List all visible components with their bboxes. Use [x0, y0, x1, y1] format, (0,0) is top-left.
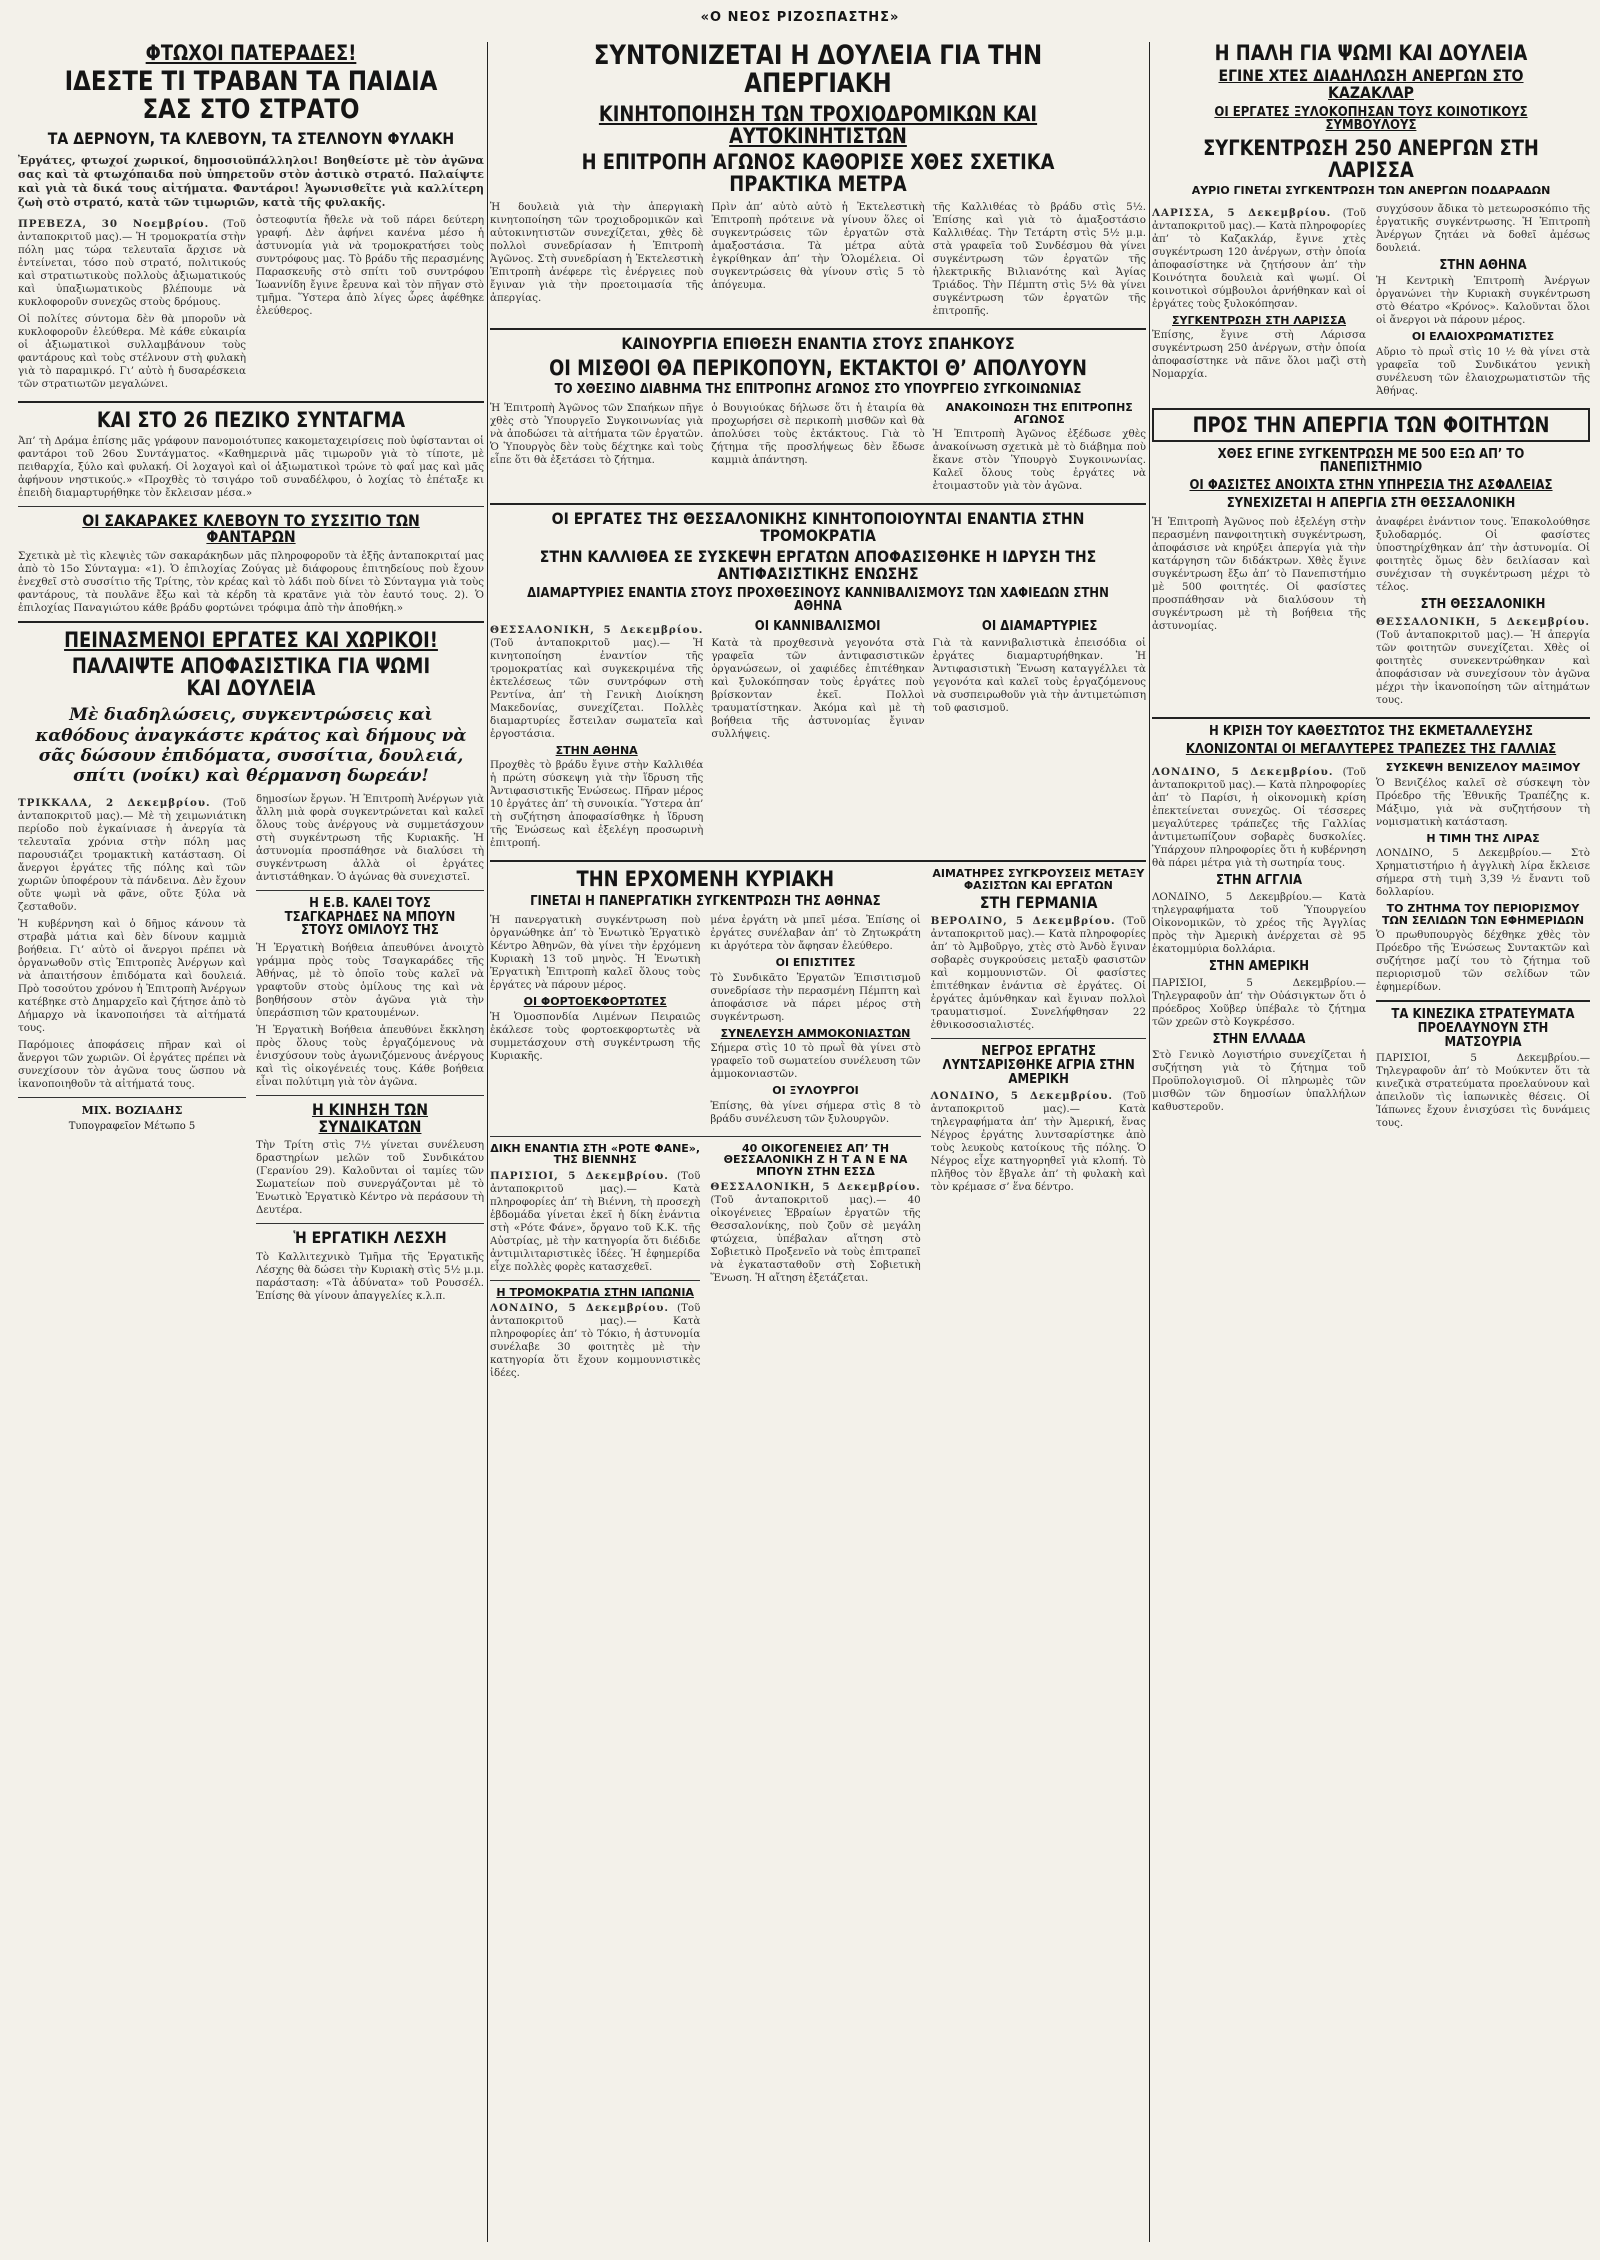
- article-body: Ἡ Ἐργατικὴ Βοήθεια ἀπευθύνει ἔκκληση πρὸς ὅλους τοὺς ἐργαζόμενους νὰ ἐνισχύσουν τοὺς ἀγωνιζόμενους ἀνέργους καὶ τὶς οἰκογένειές τους. Κάθε βοήθεια εἶναι πολύτιμη γιὰ τὸν ἀγῶνα.: [256, 1023, 484, 1088]
- article-lead: Ἐργάτες, φτωχοί χωρικοί, δημοσιοϋπάλληλοι! Βοηθείστε μὲ τὸν ἀγῶνα σας καὶ τὰ φτωχόπαιδα ποὺ ὑπηρετοῦν στὸν ἀστικὸ στρατό. Παλαίψτε καὶ γιὰ τὰ δικά τους αἰτήματα. Φαντάροι! Ἀγωνισθεῖτε γιὰ καλλίτερη ζωὴ στὸ στρατό, κατὰ τῶν τιμωριῶν, κατὰ τῆς φυλακῆς.: [18, 153, 484, 209]
- divider: [931, 1038, 1146, 1039]
- article-body: (Τοῦ ἀνταποκριτοῦ μας).— Ἡ ἀπεργία τῶν φοιτητῶν συνεχίζεται. Χθὲς οἱ φοιτητὲς συνεκεντρώθηκαν καὶ ἀποφάσισαν νὰ συνεχίσουν τὸν ἀγῶνα μέχρι τὴν ἱκανοποίηση τῶν αἰτημάτων τους.: [1376, 629, 1590, 706]
- article-families: [710, 1143, 920, 1385]
- article-spaikoi: [490, 333, 1146, 498]
- article-body: ΛΟΝΔΙΝΟ, 5 Δεκεμβρίου.— Στὸ Χρηματιστήριο ἡ ἀγγλικὴ λίρα ἔκλεισε σήμερα στὴ τιμὴ 3,39 ½ ἔναντι τοῦ δολλαρίου.: [1376, 847, 1590, 899]
- article-body: Ἡ Ὁμοσπονδία Λιμένων Πειραιῶς ἐκάλεσε τοὺς φορτοεκφορτωτὲς νὰ συμμετάσχουν στὴ συγκέντρωση τῆς Κυριακῆς.: [490, 1010, 701, 1062]
- article-body: τῆς Καλλιθέας τὸ βράδυ στὶς 5½. Ἐπίσης καὶ γιὰ τὸ ἀμαξοστάσιο Καλλιθέας. Τὴν Τετάρτη στὶς 5½ μ.μ. στὰ γραφεῖα τοῦ Συνδέσμου θὰ γίνει συγκέντρωση τῶν ἐργατῶν τῆς ἡλεκτρικῆς Βιλιανότης καὶ Ἁγίας Τριάδος. Τὴν Πέμπτη στὶς 5½ θὰ γίνει συγκέντρωση τῶν ἐργατῶν τῆς ἐπιτροπῆς.: [932, 200, 1146, 317]
- article-headline: ΣΤΗΝ ΚΑΛΛΙΘΕΑ ΣΕ ΣΥΣΚΕΨΗ ΕΡΓΑΤΩΝ ΑΠΟΦΑΣΙΣΘΗΚΕ Η ΙΔΡΥΣΗ ΤΗΣ ΑΝΤΙΦΑΣΙΣΤΙΚΗΣ ΕΝΩΣΗΣ: [539, 547, 1097, 583]
- divider: [256, 1095, 484, 1096]
- dateline: ΠΑΡΙΣΙΟΙ, 5 Δεκεμβρίου.: [490, 1169, 669, 1182]
- section-title: ΣΥΓΚΕΝΤΡΩΣΗ ΣΤΗ ΛΑΡΙΣΣΑ: [1172, 313, 1346, 327]
- section-title: ΣΥΝΕΛΕΥΣΗ ΑΜΜΟΚΟΝΙΑΣΤΩΝ: [720, 1026, 911, 1040]
- article-kicker: ΠΕΙΝΑΣΜΕΝΟΙ ΕΡΓΑΤΕΣ ΚΑΙ ΧΩΡΙΚΟΙ!: [64, 628, 438, 653]
- section-title: ΣΤΗΝ ΑΜΕΡΙΚΗ: [1208, 958, 1310, 974]
- dateline: ΤΡΙΚΚΑΛΑ, 2 Δεκεμβρίου.: [18, 796, 211, 809]
- article-body: (Τοῦ ἀνταποκριτοῦ μας).— Κατὰ πληροφορίες ἀπ’ τὸ Παρίσι, ἡ οἰκονομικὴ κρίση ἐπεκτείνεται συνεχῶς. Οἱ τέσσερες μεγαλύτερες τράπεζες τῆς Γαλλίας ἀντιμετωπίζουν σοβαρὲς δυσκολίες. Ὑπάρχουν πληροφορίες ὅτι ἡ κυβέρνηση θὰ πάρει μέτρα γιὰ τὴ σωτηρία τους.: [1152, 766, 1366, 870]
- article-headline: ΚΑΙ ΣΤΟ 26 ΠΕΖΙΚΟ ΣΥΝΤΑΓΜΑ: [96, 407, 406, 432]
- article-body: ΠΑΡΙΣΙΟΙ, 5 Δεκεμβρίου.— Τηλεγραφοῦν ἀπ’ τὸ Μούκντεν ὅτι τὰ κινεζικὰ στρατεύματα προελαύνουν καὶ ἀπειλοῦν τὶς ἰαπωνικὲς θέσεις. Οἱ Ἰάπωνες ἔχουν ἐνισχύσει τὶς δυνάμεις τους.: [1376, 1052, 1590, 1130]
- dateline: ΘΕΣΣΑΛΟΝΙΚΗ, 5 Δεκεμβρίου.: [490, 623, 704, 636]
- dateline: ΘΕΣΣΑΛΟΝΙΚΗ, 5 Δεκεμβρίου.: [1376, 616, 1590, 628]
- article-kicker: Η ΠΑΛΗ ΓΙΑ ΨΩΜΙ ΚΑΙ ΔΟΥΛΕΙΑ: [1214, 42, 1528, 65]
- column-left: [18, 42, 484, 2242]
- section-title: ΟΙ ΕΛΑΙΟΧΡΩΜΑΤΙΣΤΕΣ: [1411, 330, 1555, 344]
- article-body: (Τοῦ ἀνταποκριτοῦ μας).— Μὲ τὴ χειμωνιάτικη περίοδο ποὺ ἐγκαίνιασε ἡ ἀνεργία τὰ τελευταῖα χρόνια στὴν πόλη μας παρουσιάζει τρομακτικὴ κατάσταση. Οἱ ἄνεργοι ἐργάτες τῆς πόλης καὶ τῶν χωριῶν ὑποφέρουν τὰ πάνδεινα. Δὲν ἔχουν οὔτε ψωμὶ νὰ φᾶνε, οὔτε ξύλα νὰ ζεσταθοῦν.: [18, 796, 246, 913]
- printer-address: Τυπογραφεῖον Μέτωπο 5: [68, 1120, 196, 1132]
- article-body: Παρόμοιες ἀποφάσεις πῆραν καὶ οἱ ἄνεργοι τῶν χωριῶν. Οἱ ἐργάτες πρέπει νὰ συνεχίσουν τὸν ἀγῶνα τους ὥσπου νὰ ἱκανοποιηθοῦν τὰ αἰτήματά τους.: [18, 1038, 246, 1090]
- article-headline: ΧΘΕΣ ΕΓΙΝΕ ΣΥΓΚΕΝΤΡΩΣΗ ΜΕ 500 ΕΞΩ ΑΠ’ ΤΟ ΠΑΝΕΠΙΣΤΗΜΙΟ: [1217, 446, 1525, 476]
- article-body: Σχετικὰ μὲ τὶς κλεψιὲς τῶν σακαράκηδων μᾶς πληροφοροῦν τὰ ἑξῆς ἀνταποκριταί μας ἀπὸ τὸ 15ο Σύνταγμα: «1). Ὁ ἐπιλοχίας Ζούγας μὲ διάφορους ἐπιτηδείους ποὺ ἔχουν ἐνεχθεῖ στὸ συσσίτιο τῆς Τρίτης, τὸν κρέας καὶ τὸ λάδι ποὺ δίνει τὸ Σύνταγμα γιὰ τοὺς φαντάρους, τὰ πουλᾶνε ἔξω καὶ τὰ κέρδη τὰ κρατᾶνε γιὰ τὸν ἑαυτό τους. 2). Ὁ ἐπιλοχίας Παναγιώτου κάθε βράδυ φορτώνει τρόφιμα ἀπὸ τὴν ἀποθήκη.»: [18, 550, 484, 615]
- article-subhead: ΣΥΝΕΧΙΖΕΤΑΙ Η ΑΠΕΡΓΙΑ ΣΤΗ ΘΕΣΣΑΛΟΝΙΚΗ: [1226, 495, 1516, 511]
- section-title: ΣΥΣΚΕΨΗ ΒΕΝΙΖΕΛΟΥ ΜΑΞΙΜΟΥ: [1385, 761, 1581, 775]
- article-body: (Τοῦ ἀνταποκριτοῦ μας).— Κατὰ πληροφορίες ἀπ’ τὸ Ἀμβοῦργο, χτὲς στὸ Ἀνδὸ ἔγιναν σοβαρὲς συγκρούσεις μεταξὺ φασιστῶν καὶ κομμουνιστῶν. Οἱ φασίστες ἐπιτέθηκαν ἐνάντια σὲ ἐργάτες. Οἱ ἐργάτες ἀμύνθηκαν καὶ ἔγιναν πολλοὶ τραυματισμοί. Συνελήφθησαν 22 ἐθνικοσοσιαλιστές.: [930, 915, 1146, 1032]
- article-body: Ἡ Ἐπιτροπὴ Ἀγῶνος ποὺ ἐξελέγη στὴν περασμένη πανφοιτητικὴ συγκέντρωση, ἀποφάσισε νὰ κηρύξει ἀπεργία γιὰ τὴν κατάργηση τῶν διδάκτρων. Χθὲς ἔγινε συγκέντρωση ἔξω ἀπ’ τὸ Πανεπιστήμιο μὲ 500 φοιτητές. Οἱ φασίστες προσπάθησαν νὰ διαλύσουν τὴ συγκέντρωση μὲ τὴ βοήθεια τῆς ἀστυνομίας.: [1152, 516, 1366, 633]
- article-mess-theft: [18, 510, 484, 616]
- article-body: ὀστεοφυτία ἤθελε νὰ τοῦ πάρει δεύτερη γραφή. Δὲν ἀφήνει κανένα μέσο ἡ ἀστυνομία γιὰ νὰ τρομοκρατήσει τοὺς συντρόφους μας. Τὸ βράδυ τῆς περασμένης Παρασκευῆς στὸ σπίτι τοῦ συντρόφου Ἰωαννίδη ἔγινε ἔρευνα καὶ τὸν πῆγαν στὸ τμῆμα. Ὕστερα ἀπὸ λίγες ὧρες ἀφέθηκε ἐλεύθερος.: [256, 213, 484, 317]
- article-body: (Τοῦ ἀνταποκριτοῦ μας).— Κατὰ τηλεγραφήματα ἀπ’ τὴν Ἀμερική, ἕνας Νέγρος ἐργάτης λυντσαρίστηκε ἀπὸ τοὺς λευκοὺς κατοίκους τῆς πόλης. Ὁ Νέγρος εἶχε κατηγορηθεῖ γιὰ κλοπή. Τὸ πλῆθος τὸν ἔβγαλε ἀπ’ τὴ φυλακὴ καὶ τὸν κρέμασε σ’ ἕνα δέντρο.: [930, 1090, 1146, 1194]
- article-body: Στὸ Γενικὸ Λογιστήριο συνεχίζεται ἡ συζήτηση γιὰ τὸ ζήτημα τοῦ Προϋπολογισμοῦ. Οἱ πληρωμὲς τῶν μισθῶν τῶν δημοσίων ὑπαλλήλων καθυστεροῦν.: [1152, 1049, 1366, 1114]
- article-body: Αὔριο τὸ πρωῒ στὶς 10 ½ θὰ γίνει στὰ γραφεῖα τοῦ Συνδικάτου γενικὴ συνέλευση τῶν ἐλαιοχρωματιστῶν τῆς Ἀθήνας.: [1376, 345, 1590, 397]
- article-body: Οἱ πολίτες σύντομα δὲν θὰ μποροῦν νὰ κυκλοφοροῦν ἐλεύθερα. Μὲ κάθε εὐκαιρία οἱ ἀξιωματικοὶ συλλαμβάνουν τοὺς φαντάρους καὶ τοὺς στέλνουν στὴ φυλακὴ γιὰ τὸ παραμικρό. Γι’ αὐτὸ ἡ δυσαρέσκεια τῶν στρατιωτῶν μεγαλώνει.: [18, 312, 246, 390]
- article-body: Ὁ πρωθυπουργὸς δέχθηκε χθὲς τὸν Πρόεδρο τῆς Ἑνώσεως Συντακτῶν καὶ συζήτησε μαζί του τὸ ζήτημα τοῦ περιορισμοῦ τῶν σελίδων τῶν ἐφημερίδων.: [1376, 929, 1590, 994]
- section-title: ΣΤΗΝ ΑΘΗΝΑ: [1439, 257, 1527, 273]
- divider: [18, 401, 484, 403]
- article-germany: [931, 868, 1146, 1032]
- article-thessaloniki-workers: [490, 511, 1146, 854]
- article-tagline: ΑΥΡΙΟ ΓΙΝΕΤΑΙ ΣΥΓΚΕΝΤΡΩΣΗ ΤΩΝ ΑΝΕΡΓΩΝ ΠΟΔΑΡΑΔΩΝ: [1191, 184, 1551, 198]
- article-headline: ΟΙ ΣΑΚΑΡΑΚΕΣ ΚΛΕΒΟΥΝ ΤΟ ΣΥΣΣΙΤΙΟ ΤΩΝ ΦΑΝΤΑΡΩΝ: [82, 510, 420, 547]
- divider: [490, 503, 1146, 505]
- dateline: ΛΟΝΔΙΝΟ, 5 Δεκεμβρίου.: [930, 1090, 1113, 1103]
- article-body: Ἡ Κεντρικὴ Ἐπιτροπὴ Ἀνέργων ὀργανώνει τὴν Κυριακὴ συγκέντρωση στὸ Θέατρο «Κρόνος». Καλοῦνται ὅλοι οἱ ἄνεργοι νὰ πάρουν μέρος.: [1376, 275, 1590, 327]
- article-body: Ἡ Ἐργατικὴ Βοήθεια ἀπευθύνει ἀνοιχτὸ γράμμα πρὸς τοὺς Τσαγκαράδες τῆς Ἀθήνας, μὲ τὸ ὁποῖο τοὺς καλεῖ νὰ γραφτοῦν στοὺς ὁμίλους της καὶ νὰ βοηθήσουν στὸν ἀγῶνα γιὰ τὴν ὑπεράσπιση τῶν κρατουμένων.: [256, 941, 484, 1019]
- article-body: μένα ἐργάτη νὰ μπεῖ μέσα. Ἐπίσης οἱ ἐργάτες συνέλαβαν ἀπ’ τὸ Ζητωκράτη κι ἀργότερα τὸν ἄφησαν ἐλεύθερο.: [710, 914, 921, 953]
- divider: [18, 621, 484, 623]
- article-headline: ΓΙΝΕΤΑΙ Η ΠΑΝΕΡΓΑΤΙΚΗ ΣΥΓΚΕΝΤΡΩΣΗ ΤΗΣ ΑΘΗΝΑΣ: [530, 893, 881, 909]
- article-body: Γιὰ τὰ καννιβαλιστικὰ ἐπεισόδια οἱ ἐργάτες διαμαρτυρήθηκαν. Ἡ Ἀντιφασιστικὴ Ἕνωση καταγγέλλει τὰ γεγονότα καὶ καλεῖ τοὺς ἐργαζόμενους νὰ συσπειρωθοῦν γιὰ τὴν ἀντιμετώπιση τοῦ φασισμοῦ.: [932, 636, 1146, 714]
- section-title: ΟΙ ΔΙΑΜΑΡΤΥΡΙΕΣ: [981, 618, 1098, 634]
- article-lead: Μὲ διαδηλώσεις, συγκεντρώσεις καὶ καθόδους ἀναγκάστε κράτος καὶ δήμους νὰ σᾶς δώσουν ἐπιδόματα, συσσίτια, δουλειά, σπίτι (νοίκι) καὶ θέρμανση δωρεάν!: [35, 705, 467, 787]
- article-body: Τὴν Τρίτη στὶς 7½ γίνεται συνέλευση δραστηρίων μελῶν τοῦ Συνδικάτου (Γερανίου 29). Καλοῦνται οἱ ταμίες τῶν Σωματείων ποὺ συνεργάζονται μὲ τὸ Ἑνωτικὸ Ἐργατικὸ Κέντρο νὰ περάσουν τὴ Δευτέρα.: [256, 1139, 484, 1217]
- section-title: ΣΤΗΝ ΕΛΛΑΔΑ: [1212, 1031, 1306, 1047]
- article-headline: Η ΚΙΝΗΣΗ ΤΩΝ ΣΥΝΔΙΚΑΤΩΝ: [311, 1099, 429, 1136]
- article-headline: ΚΛΟΝΙΖΟΝΤΑΙ ΟΙ ΜΕΓΑΛΥΤΕΡΕΣ ΤΡΑΠΕΖΕΣ ΤΗΣ ΓΑΛΛΙΑΣ: [1185, 741, 1557, 757]
- article-body: (Τοῦ ἀνταποκριτοῦ μας).— Ἡ τρομοκρατία στὴν πόλη μας τώρα τελευταῖα ἄρχισε νὰ ἐντείνεται, τόσο ποὺ στρατό, πολιτικούς καὶ στρατιωτικοὺς πολλοὺς ἀξιωματικούς καὶ ὑπαξιωματικοὺς βλέπουμε νὰ κυκλοφοροῦν συνεχῶς στοὺς δρόμους.: [18, 217, 246, 308]
- section-title: ΟΙ ΞΥΛΟΥΡΓΟΙ: [772, 1084, 859, 1098]
- article-kicker: ΠΡΟΣ ΤΗΝ ΑΠΕΡΓΙΑ ΤΩΝ ΦΟΙΤΗΤΩΝ: [1192, 412, 1550, 437]
- article-strike-coordination: [490, 42, 1146, 322]
- section-title: ΣΤΗΝ ΑΘΗΝΑ: [555, 743, 638, 757]
- article-body: ΠΑΡΙΣΙΟΙ, 5 Δεκεμβρίου.— Τηλεγραφοῦν ἀπ’ τὴν Οὐάσιγκτων ὅτι ὁ πρόεδρος Χοῦβερ ὑπέβαλε τὸ ζήτημα τῶν χρεῶν στὸ Κογκρέσσο.: [1152, 976, 1366, 1028]
- article-body: Ἡ δουλειὰ γιὰ τὴν ἀπεργιακὴ κινητοποίηση τῶν τροχιοδρομικῶν καὶ αὐτοκινητιστῶν συνεχίζεται, χθὲς δὲ πολλοὶ συνεδρίασαν ἡ Ἐπιτροπὴ Ἀγῶνος. Στὴ συνεδρίαση ἡ Ἐκτελεστικὴ Ἐπιτροπὴ ἀνέφερε τὶς ἐνέργειες ποὺ ἔγιναν γιὰ τὴν προετοιμασία τῆς ἀπεργίας.: [490, 200, 704, 304]
- article-headline: Η ΕΠΙΤΡΟΠΗ ΑΓΩΝΟΣ ΚΑΘΟΡΙΣΕ ΧΘΕΣ ΣΧΕΤΙΚΑ ΠΡΑΚΤΙΚΑ ΜΕΤΡΑ: [581, 149, 1055, 196]
- dateline: ΒΕΡΟΛΙΝΟ, 5 Δεκεμβρίου.: [930, 915, 1116, 928]
- article-hungry-workers: [18, 629, 484, 1307]
- article-body: Ἡ Ἐπιτροπὴ Ἀγῶνος ἐξέδωσε χθὲς ἀνακοίνωση σχετικὰ μὲ τὸ διάβημα ποὺ ἔκανε στὸν Ὑπουργὸ Συγκοινωνίας. Καλεῖ ὅλους τοὺς ἐργάτες νὰ ἑτοιμαστοῦν γιὰ τὸν ἀγῶνα.: [932, 428, 1146, 493]
- article-body: (Τοῦ ἀνταποκριτοῦ μας).— Κατὰ πληροφορίες ἀπ’ τὸ Τόκιο, ἡ ἀστυνομία συνέλαβε 30 φοιτητὲς μὲ τὴν κατηγορία ὅτι ἔχουν κομμουνιστικὲς ἰδέες.: [490, 1302, 701, 1380]
- dateline: ΛΟΝΔΙΝΟ, 5 Δεκεμβρίου.: [1152, 766, 1334, 779]
- article-body: (Τοῦ ἀνταποκριτοῦ μας).— Κατὰ πληροφορίες ἀπ’ τὴ Βιέννη, τὴ προσεχὴ ἑβδομάδα γίνεται ἐκεῖ ἡ δίκη ἐνάντια στὴ «Ρότε Φάνε», ὄργανο τοῦ Κ.Κ. τῆς Αὐστρίας, μὲ τὴν κατηγορία ὅτι διέδιδε ἀντιμιλιταριστικὲς ἰδέες. Ἡ ἐφημερίδα εἶχε πολλὲς φορὲς κατασχεθεῖ.: [490, 1169, 701, 1273]
- article-subhead: ΟΙ ΕΡΓΑΤΕΣ ΞΥΛΟΚΟΠΗΣΑΝ ΤΟΥΣ ΚΟΙΝΟΤΙΚΟΥΣ ΣΥΜΒΟΥΛΟΥΣ: [1214, 104, 1528, 134]
- article-kicker: ΦΤΩΧΟΙ ΠΑΤΕΡΑΔΕΣ!: [145, 42, 357, 65]
- article-subhead: ΤΟ ΧΘΕΣΙΝΟ ΔΙΑΒΗΜΑ ΤΗΣ ΕΠΙΤΡΟΠΗΣ ΑΓΩΝΟΣ ΣΤΟ ΥΠΟΥΡΓΕΙΟ ΣΥΓΚΟΙΝΩΝΙΑΣ: [554, 381, 1082, 397]
- article-headline: ΠΑΛΑΙΨΤΕ ΑΠΟΦΑΣΙΣΤΙΚΑ ΓΙΑ ΨΩΜΙ ΚΑΙ ΔΟΥΛΕΙΑ: [71, 654, 431, 701]
- divider: [490, 860, 1146, 862]
- column-divider: [487, 42, 488, 2242]
- article-subhead: ΔΙΑΜΑΡΤΥΡΙΕΣ ΕΝΑΝΤΙΑ ΣΤΟΥΣ ΠΡΟΧΘΕΣΙΝΟΥΣ ΚΑΝΝΙΒΑΛΙΣΜΟΥΣ ΤΩΝ ΧΑΦΙΕΔΩΝ ΣΤΗΝ ΑΘΗΝΑ: [527, 585, 1109, 615]
- article-body: Προχθὲς τὸ βράδυ ἔγινε στὴν Καλλιθέα ἡ πρώτη σύσκεψη γιὰ τὴν ἵδρυση τῆς Ἀντιφασιστικῆς Ἑνώσεως. Πῆραν μέρος 10 ἐργάτες ἀπ’ τὴ συνοικία. Ὕστερα ἀπ’ τὴ συζήτηση ἀποφασίσθηκε ἡ ἵδρυση τῆς Ἑνώσεως καὶ ἐξελέγη προσωρινὴ ἐπιτροπή.: [490, 759, 704, 850]
- divider: [256, 890, 484, 891]
- article-kicker: ΤΗΝ ΕΡΧΟΜΕΝΗ ΚΥΡΙΑΚΗ: [576, 867, 835, 892]
- article-headline: Η ΤΡΟΜΟΚΡΑΤΙΑ ΣΤΗΝ ΙΑΠΩΝΙΑ: [496, 1285, 694, 1299]
- article-body: Κατὰ τὰ προχθεσινὰ γεγονότα στὰ γραφεῖα τῶν ἀντιφασιστικῶν ὀργανώσεων, οἱ χαφιέδες ἐπιτέθηκαν καὶ ξυλοκόπησαν τοὺς ἐργάτες ποὺ βρίσκονταν ἐκεῖ. Πολλοὶ τραυματίστηκαν. Ἀκόμα καὶ μὲ τὴ βοήθεια τῆς ἀστυνομίας ἔγιναν συλλήψεις.: [711, 636, 925, 740]
- dateline: ΠΡΕΒΕΖΑ, 30 Νοεμβρίου.: [18, 217, 210, 230]
- article-bank-crisis: [1152, 725, 1590, 1134]
- article-vienna: [490, 1143, 700, 1385]
- section-title: ΣΤΗ ΘΕΣΣΑΛΟΝΙΚΗ: [1420, 597, 1546, 613]
- section-title: ΟΙ ΚΑΝΝΙΒΑΛΙΣΜΟΙ: [755, 618, 881, 634]
- article-body: (Τοῦ ἀνταποκριτοῦ μας).— 40 οἰκογένειες Ἑβραίων ἐργατῶν τῆς Θεσσαλονίκης, ποὺ ζοῦν σὲ μεγάλη φτώχεια, ὑπέβαλαν αἴτηση στὸ Σοβιετικὸ Προξενεῖο νὰ τοὺς ἐπιτραπεῖ νὰ ἐγκατασταθοῦν στὴ Σοβιετικὴ Ἕνωση. Ἡ αἴτηση ἐξετάζεται.: [710, 1194, 921, 1285]
- article-headline: Ἡ ΕΡΓΑΤΙΚΗ ΛΕΣΧΗ: [293, 1228, 447, 1248]
- divider: [18, 1097, 246, 1098]
- article-body: (Τοῦ ἀνταποκριτοῦ μας).— Κατὰ πληροφορίες ἀπ’ τὸ Καζακλάρ, ἔγινε χτὲς συγκέντρωση 120 ἀνέργων, στὴν ὁποία ἀποφασίστηκε νὰ ζητήσουν ἀπ’ τὴν Κοινότητα δουλειὰ καὶ ψωμί. Οἱ κοινοτικοὶ σύμβουλοι ἀρνήθηκαν καὶ οἱ ἐργάτες τοὺς ξυλοκόπησαν.: [1152, 206, 1366, 310]
- article-kicker: ΚΑΙΝΟΥΡΓΙΑ ΕΠΙΘΕΣΗ ΕΝΑΝΤΙΑ ΣΤΟΥΣ ΣΠΑΗΚΟΥΣ: [621, 333, 1015, 353]
- divider: [1376, 1000, 1590, 1002]
- article-headline: Η Ε.Β. ΚΑΛΕΙ ΤΟΥΣ ΤΣΑΓΚΑΡΗΔΕΣ ΝΑ ΜΠΟΥΝ ΣΤΟΥΣ ΟΜΙΛΟΥΣ ΤΗΣ: [284, 895, 456, 939]
- article-body: (Τοῦ ἀνταποκριτοῦ μας).— Ἡ κινητοποίηση ἐναντίον τῆς τρομοκρατίας καὶ συγκεκριμένα τῆς ἐκτελέσεως τῶν συντρόφων στὴ Ρεντίνα, ἀπ’ τὴ Γενικὴ Διοίκηση Μακεδονίας, συνεχίζεται. Πολλὲς διαμαρτυρίες ἔστειλαν σωματεῖα καὶ ἐργοστάσια.: [490, 636, 704, 740]
- article-sunday-rally: [490, 868, 921, 1384]
- column-middle: [490, 42, 1146, 2242]
- divider: [490, 1280, 700, 1281]
- article-kicker: Η ΚΡΙΣΗ ΤΟΥ ΚΑΘΕΣΤΩΤΟΣ ΤΗΣ ΕΚΜΕΤΑΛΛΕΥΣΗΣ: [1208, 724, 1534, 739]
- article-body: Σήμερα στὶς 10 τὸ πρωῒ θὰ γίνει στὸ γραφεῖο τοῦ σωματείου συνέλευση τῶν ἀμμοκονιαστῶν.: [710, 1042, 921, 1081]
- dateline: ΛΟΝΔΙΝΟ, 5 Δεκεμβρίου.: [490, 1302, 669, 1315]
- article-headline: ΔΙΚΗ ΕΝΑΝΤΙΑ ΣΤΗ «ΡΟΤΕ ΦΑΝΕ», ΤΗΣ ΒΙΕΝΝΗΣ: [490, 1141, 701, 1167]
- article-headline: ΙΔΕΣΤΕ ΤΙ ΤΡΑΒΑΝ ΤΑ ΠΑΙΔΙΑ ΣΑΣ ΣΤΟ ΣΤΡΑΤΟ: [64, 66, 438, 126]
- article-body: ὁ Βουγιούκας δήλωσε ὅτι ἡ ἑταιρία θὰ προχωρήσει σὲ περικοπὴ μισθῶν καὶ θὰ ἀπολύσει τοὺς ἐκτάκτους. Γιὰ τὸ ζήτημα τῆς προσλήψεως δὲν ἔδωσε καμμιὰ ἀπάντηση.: [711, 402, 925, 467]
- article-headline: 40 ΟΙΚΟΓΕΝΕΙΕΣ ΑΠ’ ΤΗ ΘΕΣΣΑΛΟΝΙΚΗ Ζ Η Τ Α Ν Ε ΝΑ ΜΠΟΥΝ ΣΤΗΝ ΕΣΣΔ: [723, 1141, 908, 1178]
- article-bread-and-work: [1152, 42, 1590, 402]
- divider: [490, 328, 1146, 330]
- article-body: Ἡ Ἐπιτροπὴ Ἀγῶνος τῶν Σπαήκων πῆγε χθὲς στὸ Ὑπουργεῖο Συγκοινωνίας γιὰ νὰ ἀποδώσει τὰ αἰτήματα τῶν ἐργατῶν. Ὁ Ὑπουργὸς δὲν τοὺς δέχτηκε καὶ τοὺς εἶπε ὅτι θὰ ἐξετάσει τὸ ζήτημα.: [490, 402, 704, 467]
- article-subhead: ΟΙ ΦΑΣΙΣΤΕΣ ΑΝΟΙΧΤΑ ΣΤΗΝ ΥΠΗΡΕΣΙΑ ΤΗΣ ΑΣΦΑΛΕΙΑΣ: [1189, 478, 1553, 494]
- article-body: Ὁ Βενιζέλος καλεῖ σὲ σύσκεψη τὸν Πρόεδρο τῆς Ἐθνικῆς Τραπέζης κ. Μάξιμο, γιὰ νὰ συζητήσουν τὴ νομισματικὴ κατάσταση.: [1376, 776, 1590, 828]
- article-body: συγχύσουν ἄδικα τὸ μετεωροσκόπιο τῆς ἐργατικῆς συγκέντρωσης. Ἡ Ἐπιτροπὴ Ἀνέργων ζητάει νὰ δοθεῖ ἀμέσως δουλειά.: [1376, 202, 1590, 254]
- article-kicker: ΑΙΜΑΤΗΡΕΣ ΣΥΓΚΡΟΥΣΕΙΣ ΜΕΤΑΞΥ ΦΑΣΙΣΤΩΝ ΚΑΙ ΕΡΓΑΤΩΝ: [932, 867, 1145, 893]
- divider: [18, 506, 484, 507]
- article-headline: ΕΓΙΝΕ ΧΤΕΣ ΔΙΑΔΗΛΩΣΗ ΑΝΕΡΓΩΝ ΣΤΟ ΚΑΖΑΚΛΑΡ: [1218, 66, 1524, 102]
- article-headline: ΝΕΓΡΟΣ ΕΡΓΑΤΗΣ ΛΥΝΤΣΑΡΙΣΘΗΚΕ ΑΓΡΙΑ ΣΤΗΝ ΑΜΕΡΙΚΗ: [942, 1044, 1135, 1087]
- article-body: ἀναφέρει ἐνάντιον τους. Ἐπακολούθησε ξυλοδαρμός. Οἱ φασίστες ὑποστηρίχθηκαν ἀπ’ τὴν ἀστυνομία. Οἱ φοιτητὲς ὅμως δὲν δειλίασαν καὶ συνέχισαν τὴ συγκέντρωση μέχρι τὸ τέλος.: [1376, 516, 1590, 594]
- article-body: Ἐπίσης, θὰ γίνει σήμερα στὶς 8 τὸ βράδυ συνέλευση τῶν ξυλουργῶν.: [710, 1099, 921, 1125]
- article-headline: ΤΑ ΚΙΝΕΖΙΚΑ ΣΤΡΑΤΕΥΜΑΤΑ ΠΡΟΕΛΑΥΝΟΥΝ ΣΤΗ ΜΑΤΣΟΥΡΙΑ: [1391, 1007, 1575, 1050]
- divider: [490, 1136, 921, 1137]
- article-headline: ΣΥΝΤΟΝΙΖΕΤΑΙ Η ΔΟΥΛΕΙΑ ΓΙΑ ΤΗΝ ΑΠΕΡΓΙΑΚΗ: [593, 42, 1043, 100]
- divider: [1152, 717, 1590, 719]
- article-26th-regiment: [18, 409, 484, 500]
- article-headline: ΟΙ ΜΙΣΘΟΙ ΘΑ ΠΕΡΙΚΟΠΟΥΝ, ΕΚΤΑΚΤΟΙ Θ’ ΑΠΟΛΥΟΥΝ: [549, 355, 1087, 380]
- column-right: [1152, 42, 1590, 2242]
- article-body: ΛΟΝΔΙΝΟ, 5 Δεκεμβρίου.— Κατὰ τηλεγραφήματα τοῦ Ὑπουργείου Οἰκονομικῶν, τὸ χρέος τῆς Ἀγγλίας πρὸς τὴν Ἀμερικὴ ἀνέρχεται σὲ 95 ἑκατομμύρια δολλάρια.: [1152, 890, 1366, 955]
- article-body: Ἡ πανεργατικὴ συγκέντρωση ποὺ ὀργανώθηκε ἀπ’ τὸ Ἑνωτικὸ Ἐργατικὸ Κέντρο Ἀθηνῶν, θὰ γίνει τὴν ἐρχόμενη Κυριακὴ 13 τοῦ μηνὸς. Ἡ Ἑνωτικὴ Ἐργατικὴ Ἐπιτροπὴ καλεῖ ὅλους τοὺς ἐργάτες νὰ πάρουν μέρος.: [490, 914, 701, 992]
- printer-signature: ΜΙΧ. ΒΟΖΙΑΔΗΣ: [81, 1103, 183, 1117]
- section-title: ΟΙ ΕΠΙΣΤΙΤΕΣ: [775, 956, 856, 970]
- article-student-strike: [1152, 408, 1590, 442]
- section-title: Η ΤΙΜΗ ΤΗΣ ΛΙΡΑΣ: [1426, 831, 1540, 845]
- article-subhead: ΤΑ ΔΕΡΝΟΥΝ, ΤΑ ΚΛΕΒΟΥΝ, ΤΑ ΣΤΕΛΝΟΥΝ ΦΥΛΑΚΗ: [47, 128, 455, 148]
- column-divider: [1149, 42, 1150, 2242]
- masthead: «Ο ΝΕΟΣ ΡΙΖΟΣΠΑΣΤΗΣ»: [700, 10, 900, 25]
- divider: [256, 1223, 484, 1224]
- section-title: ΟΙ ΦΟΡΤΟΕΚΦΟΡΤΩΤΕΣ: [523, 995, 667, 1009]
- article-soldiers: [18, 42, 484, 395]
- article-body: Ἐπίσης, ἔγινε στὴ Λάρισσα συγκέντρωση 250 ἀνέργων, στὴν ὁποία ἀποφασίστηκε νὰ πᾶνε ὅλοι μαζὶ στὴ Νομαρχία.: [1152, 329, 1366, 381]
- article-body: Πρὶν ἀπ’ αὐτὸ αὐτὸ ἡ Ἐκτελεστικὴ Ἐπιτροπὴ πρότεινε νὰ γίνουν ὅλες οἱ συγκεντρώσεις τῶν ἐργατῶν στὰ ἀμαξοστάσια. Τὰ μέτρα αὐτὰ ἐγκρίθηκαν ἀπ’ τὴν Ὁλομέλεια. Οἱ συγκεντρώσεις θὰ γίνουν στὶς 5 τὸ ἀπόγευμα.: [711, 200, 925, 291]
- article-body: Ἀπ’ τὴ Δράμα ἐπίσης μᾶς γράφουν πανομοιότυπες κακομεταχειρίσεις ποὺ ὑφίστανται οἱ φαντάροι τοῦ 26ου Συντάγματος. «Καθημερινὰ μᾶς τιμωροῦν γιὰ τὸ τίποτε, μὲ πειθαρχία, ξύλο καὶ φυλακή. Οἱ λοχαγοὶ καὶ οἱ ἀξιωματικοὶ τρώνε τὸ φαΐ μας καὶ μᾶς ἀφήνουν νηστικούς.» «Προχθὲς τὸ τσιγάρο τοῦ συναδέλφου, ὁ λοχίας τὸ ἐπέταξε κι ἐπειδὴ διαμαρτυρήθηκε τὸν ἔκλεισαν μέσα.»: [18, 434, 484, 499]
- section-title: ΤΟ ΖΗΤΗΜΑ ΤΟΥ ΠΕΡΙΟΡΙΣΜΟΥ ΤΩΝ ΣΕΛΙΔΩΝ ΤΩΝ ΕΦΗΜΕΡΙΔΩΝ: [1381, 902, 1585, 927]
- article-body: Τὸ Καλλιτεχνικὸ Τμῆμα τῆς Ἐργατικῆς Λέσχης θὰ δώσει τὴν Κυριακὴ στὶς 5½ μ.μ. παράσταση: «Τὰ ἀδύνατα» τοῦ Ρουσσέλ. Ἐπίσης θὰ γίνουν ἀπαγγελίες κ.λ.π.: [256, 1251, 484, 1303]
- section-title: ΣΤΗΝ ΑΓΓΛΙΑ: [1215, 873, 1303, 889]
- article-headline: ΣΥΓΚΕΝΤΡΩΣΗ 250 ΑΝΕΡΓΩΝ ΣΤΗ ΛΑΡΙΣΣΑ: [1203, 135, 1539, 182]
- article-lynching: [931, 1045, 1146, 1194]
- article-headline: ΣΤΗ ΓΕΡΜΑΝΙΑ: [979, 892, 1098, 912]
- dateline: ΛΑΡΙΣΣΑ, 5 Δεκεμβρίου.: [1152, 206, 1332, 219]
- article-headline: ΚΙΝΗΤΟΠΟΙΗΣΗ ΤΩΝ ΤΡΟΧΙΟΔΡΟΜΙΚΩΝ ΚΑΙ ΑΥΤΟΚΙΝΗΤΙΣΤΩΝ: [598, 101, 1038, 148]
- dateline: ΘΕΣΣΑΛΟΝΙΚΗ, 5 Δεκεμβρίου.: [710, 1181, 921, 1194]
- article-body: δημοσίων ἔργων. Ἡ Ἐπιτροπὴ Ἀνέργων γιὰ ἄλλη μιὰ φορὰ συγκεντρώνεται καὶ καλεῖ ὅλους τοὺς ἀνέργους νὰ συμμετάσχουν στὴ συγκέντρωση τῆς Κυριακῆς. Ἡ ἀστυνομία προσπάθησε νὰ διαλύσει τὴ συγκέντρωση ἀλλὰ οἱ ἐργάτες ἀντιστάθηκαν. Ὁ ἀγώνας θὰ συνεχιστεῖ.: [256, 792, 484, 883]
- section-title: ΑΝΑΚΟΙΝΩΣΗ ΤΗΣ ΕΠΙΤΡΟΠΗΣ ΑΓΩΝΟΣ: [945, 401, 1133, 426]
- article-kicker: ΟΙ ΕΡΓΑΤΕΣ ΤΗΣ ΘΕΣΣΑΛΟΝΙΚΗΣ ΚΙΝΗΤΟΠΟΙΟΥΝΤΑΙ ΕΝΑΝΤΙΑ ΣΤΗΝ ΤΡΟΜΟΚΡΑΤΙΑ: [551, 509, 1085, 546]
- article-body: Ἡ κυβέρνηση καὶ ὁ δῆμος κάνουν τὰ στραβὰ μάτια καὶ δὲν δίνουν καμμιὰ βοήθεια. Γι’ αὐτὸ οἱ ἄνεργοι πρέπει νὰ ὀργανωθοῦν στὶς Ἐπιτροπὲς Ἀνέργων καὶ νὰ ἀπαιτήσουν ἐπιδόματα καὶ δουλειά. Πρὸ τοσούτου χρόνου ἡ Ἐπιτροπὴ Ἀνέργων κατέβηκε στὸ Δημαρχεῖο καὶ ζήτησε ἀπὸ τὸ Δήμαρχο νὰ ἱκανοποιήσει τὰ αἰτήματά τους.: [18, 917, 246, 1034]
- article-body: Τὸ Συνδικᾶτο Ἐργατῶν Ἐπισιτισμοῦ συνεδρίασε τὴν περασμένη Πέμπτη καὶ ἀποφάσισε νὰ πάρει μέρος στὴ συγκέντρωση.: [710, 971, 921, 1023]
